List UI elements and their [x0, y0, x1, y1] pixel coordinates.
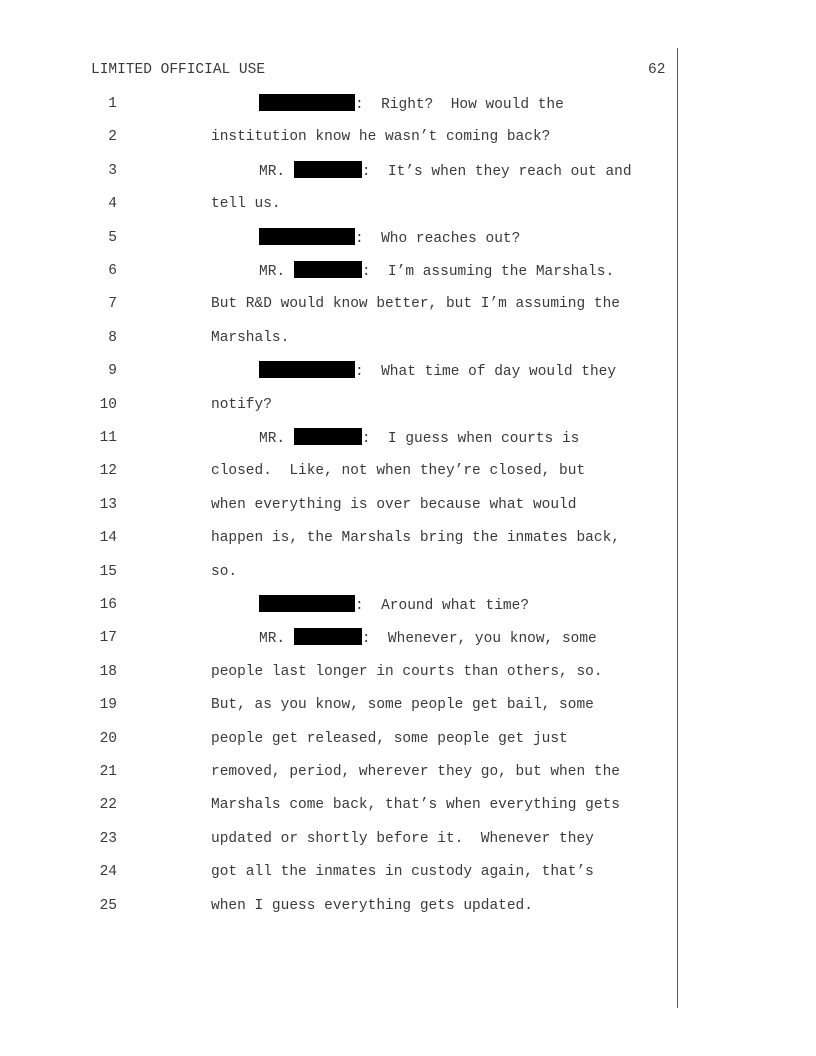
line-number: 9	[108, 363, 117, 379]
line-text	[211, 194, 281, 214]
line-content: people get released, some people get just	[211, 731, 568, 747]
line-content: But, as you know, some people get bail, some	[211, 697, 594, 713]
line-content: people last longer in courts than others, so.	[211, 664, 603, 680]
line-number: 1	[108, 96, 117, 112]
line-text	[211, 562, 237, 582]
line-text	[211, 829, 594, 849]
line-number: 2	[108, 129, 117, 145]
redaction-block	[259, 361, 355, 378]
line-text	[211, 795, 620, 815]
line-text	[211, 461, 585, 481]
line-text	[259, 261, 614, 282]
line-text	[259, 161, 632, 182]
line-text	[211, 729, 568, 749]
line-number: 11	[99, 430, 117, 446]
line-text	[211, 695, 594, 715]
line-content: institution know he wasn’t coming back?	[211, 129, 551, 145]
line-number: 18	[99, 664, 117, 680]
line-number: 3	[108, 163, 117, 179]
line-number: 16	[99, 597, 117, 613]
speaker-prefix: MR.	[259, 631, 294, 647]
line-number: 15	[99, 564, 117, 580]
line-text	[211, 395, 272, 415]
line-text	[259, 94, 564, 115]
line-content: : I’m assuming the Marshals.	[361, 264, 615, 280]
speaker-prefix: MR.	[259, 264, 294, 280]
redaction-block	[259, 595, 355, 612]
line-number: 24	[99, 864, 117, 880]
line-content: removed, period, wherever they go, but when the	[211, 764, 620, 780]
line-text	[211, 762, 620, 782]
line-number: 6	[108, 263, 117, 279]
classification-header: LIMITED OFFICIAL USE	[91, 62, 266, 78]
line-content: : Who reaches out?	[355, 231, 521, 247]
line-number: 13	[99, 497, 117, 513]
redaction-block	[259, 94, 355, 111]
line-content: : It’s when they reach out and	[361, 164, 632, 180]
line-text	[211, 495, 576, 515]
line-content: Marshals come back, that’s when everything gets	[211, 797, 620, 813]
line-content: closed. Like, not when they’re closed, but	[211, 463, 586, 479]
line-text	[211, 127, 550, 147]
line-text	[211, 294, 620, 314]
line-text	[211, 862, 594, 882]
line-number: 22	[99, 797, 117, 813]
line-number: 12	[99, 463, 117, 479]
line-text	[211, 896, 533, 916]
line-number: 25	[99, 898, 117, 914]
line-text	[211, 662, 603, 682]
line-number: 19	[99, 697, 117, 713]
line-content: : Right? How would the	[355, 97, 564, 113]
right-margin-rule	[677, 48, 678, 1008]
redaction-block	[294, 628, 362, 645]
redaction-block	[294, 428, 362, 445]
redaction-block	[294, 161, 362, 178]
line-text	[211, 528, 620, 548]
line-content: notify?	[211, 397, 272, 413]
line-number: 4	[108, 196, 117, 212]
line-number: 20	[99, 731, 117, 747]
line-content: : Around what time?	[355, 598, 530, 614]
line-content: But R&D would know better, but I’m assuming the	[211, 296, 620, 312]
line-content: : Whenever, you know, some	[361, 631, 597, 647]
line-text	[259, 595, 529, 616]
speaker-prefix: MR.	[259, 164, 294, 180]
line-content: when everything is over because what would	[211, 497, 577, 513]
line-content: tell us.	[211, 196, 281, 212]
line-content: updated or shortly before it. Whenever they	[211, 831, 594, 847]
page-number: 62	[648, 62, 666, 78]
line-content: happen is, the Marshals bring the inmates back,	[211, 530, 620, 546]
redaction-block	[294, 261, 362, 278]
line-text	[259, 228, 520, 249]
line-number: 14	[99, 530, 117, 546]
line-text	[211, 328, 289, 348]
line-number: 21	[99, 764, 117, 780]
line-number: 23	[99, 831, 117, 847]
line-number: 7	[108, 296, 117, 312]
line-content: : I guess when courts is	[361, 431, 580, 447]
redaction-block	[259, 228, 355, 245]
line-content: Marshals.	[211, 330, 290, 346]
line-number: 17	[99, 630, 117, 646]
line-content: got all the inmates in custody again, that’s	[211, 864, 594, 880]
speaker-prefix: MR.	[259, 431, 294, 447]
line-text	[259, 428, 579, 449]
line-text	[259, 361, 616, 382]
line-number: 10	[99, 397, 117, 413]
line-content: when I guess everything gets updated.	[211, 898, 533, 914]
line-content: : What time of day would they	[355, 364, 617, 380]
line-number: 8	[108, 330, 117, 346]
line-content: so.	[211, 564, 238, 580]
line-number: 5	[108, 230, 117, 246]
line-text	[259, 628, 597, 649]
